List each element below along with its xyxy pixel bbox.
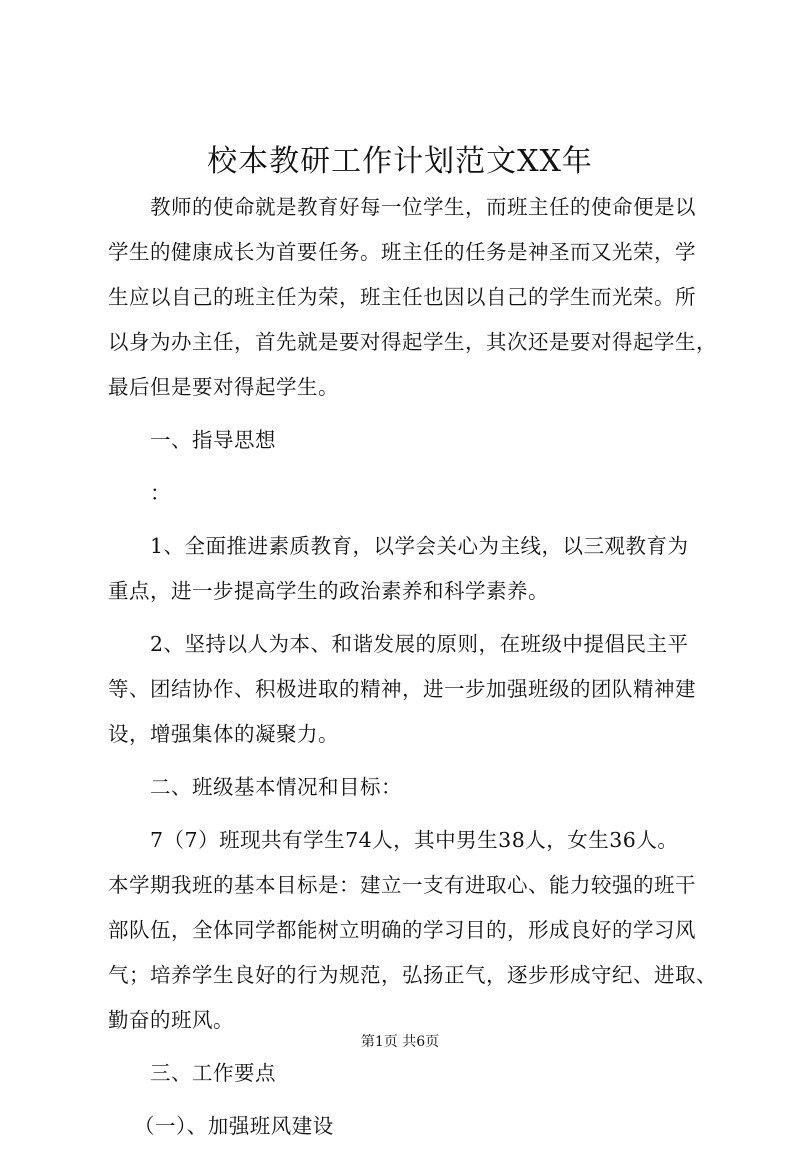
paragraph-line: 2、坚持以人为本、和谐发展的原则，在班级中提倡民主平	[150, 632, 689, 656]
paragraph-line: 生应以自己的班主任为荣，班主任也因以自己的学生而光荣。所	[108, 285, 696, 309]
paragraph-line: 以身为办主任，首先就是要对得起学生，其次还是要对得起学生，	[108, 330, 717, 354]
section-heading-guiding-thought: 一、指导思想	[150, 428, 276, 452]
paragraph-line: 教师的使命就是教育好每一位学生，而班主任的使命便是以	[150, 195, 696, 219]
page-footer: 第1页 共6页	[360, 1034, 440, 1050]
document-body	[108, 185, 717, 1157]
paragraph-line: 气；培养学生良好的行为规范，弘扬正气，逐步形成守纪、进取、	[108, 963, 717, 987]
document-title: 校本教研工作计划范文XX年	[207, 144, 593, 179]
paragraph-line: 部队伍，全体同学都能树立明确的学习目的，形成良好的学习风	[108, 918, 696, 942]
paragraph-line: 7（7）班现共有学生74人，其中男生38人，女生36人。	[150, 828, 679, 852]
paragraph-class-info	[108, 818, 717, 1043]
paragraph-point-2	[108, 622, 708, 757]
section-heading-work-points: 三、工作要点	[150, 1061, 276, 1085]
paragraph-line: （一）、加强班风建设	[134, 1114, 334, 1138]
paragraph-line: 勤奋的班风。	[108, 1008, 234, 1032]
section-heading-class-situation: 二、班级基本情况和目标：	[150, 775, 402, 799]
paragraph-line: 学生的健康成长为首要任务。班主任的任务是神圣而又光荣，学	[108, 240, 696, 264]
paragraph-line: 重点，进一步提高学生的政治素养和科学素养。	[108, 579, 549, 603]
paragraph-line: 设，增强集体的凝聚力。	[108, 722, 339, 746]
subsection-heading-class-style	[108, 1104, 708, 1149]
paragraph-intro	[108, 185, 717, 410]
paragraph-line: 最后但是要对得起学生。	[108, 375, 339, 399]
paragraph-line: 1、全面推进素质教育，以学会关心为主线，以三观教育为	[150, 534, 689, 558]
colon-line: ：	[150, 481, 171, 505]
paragraph-line: 本学期我班的基本目标是：建立一支有进取心、能力较强的班干	[108, 873, 696, 897]
paragraph-line: 等、团结协作、积极进取的精神，进一步加强班级的团队精神建	[108, 677, 696, 701]
paragraph-point-1	[108, 524, 708, 614]
